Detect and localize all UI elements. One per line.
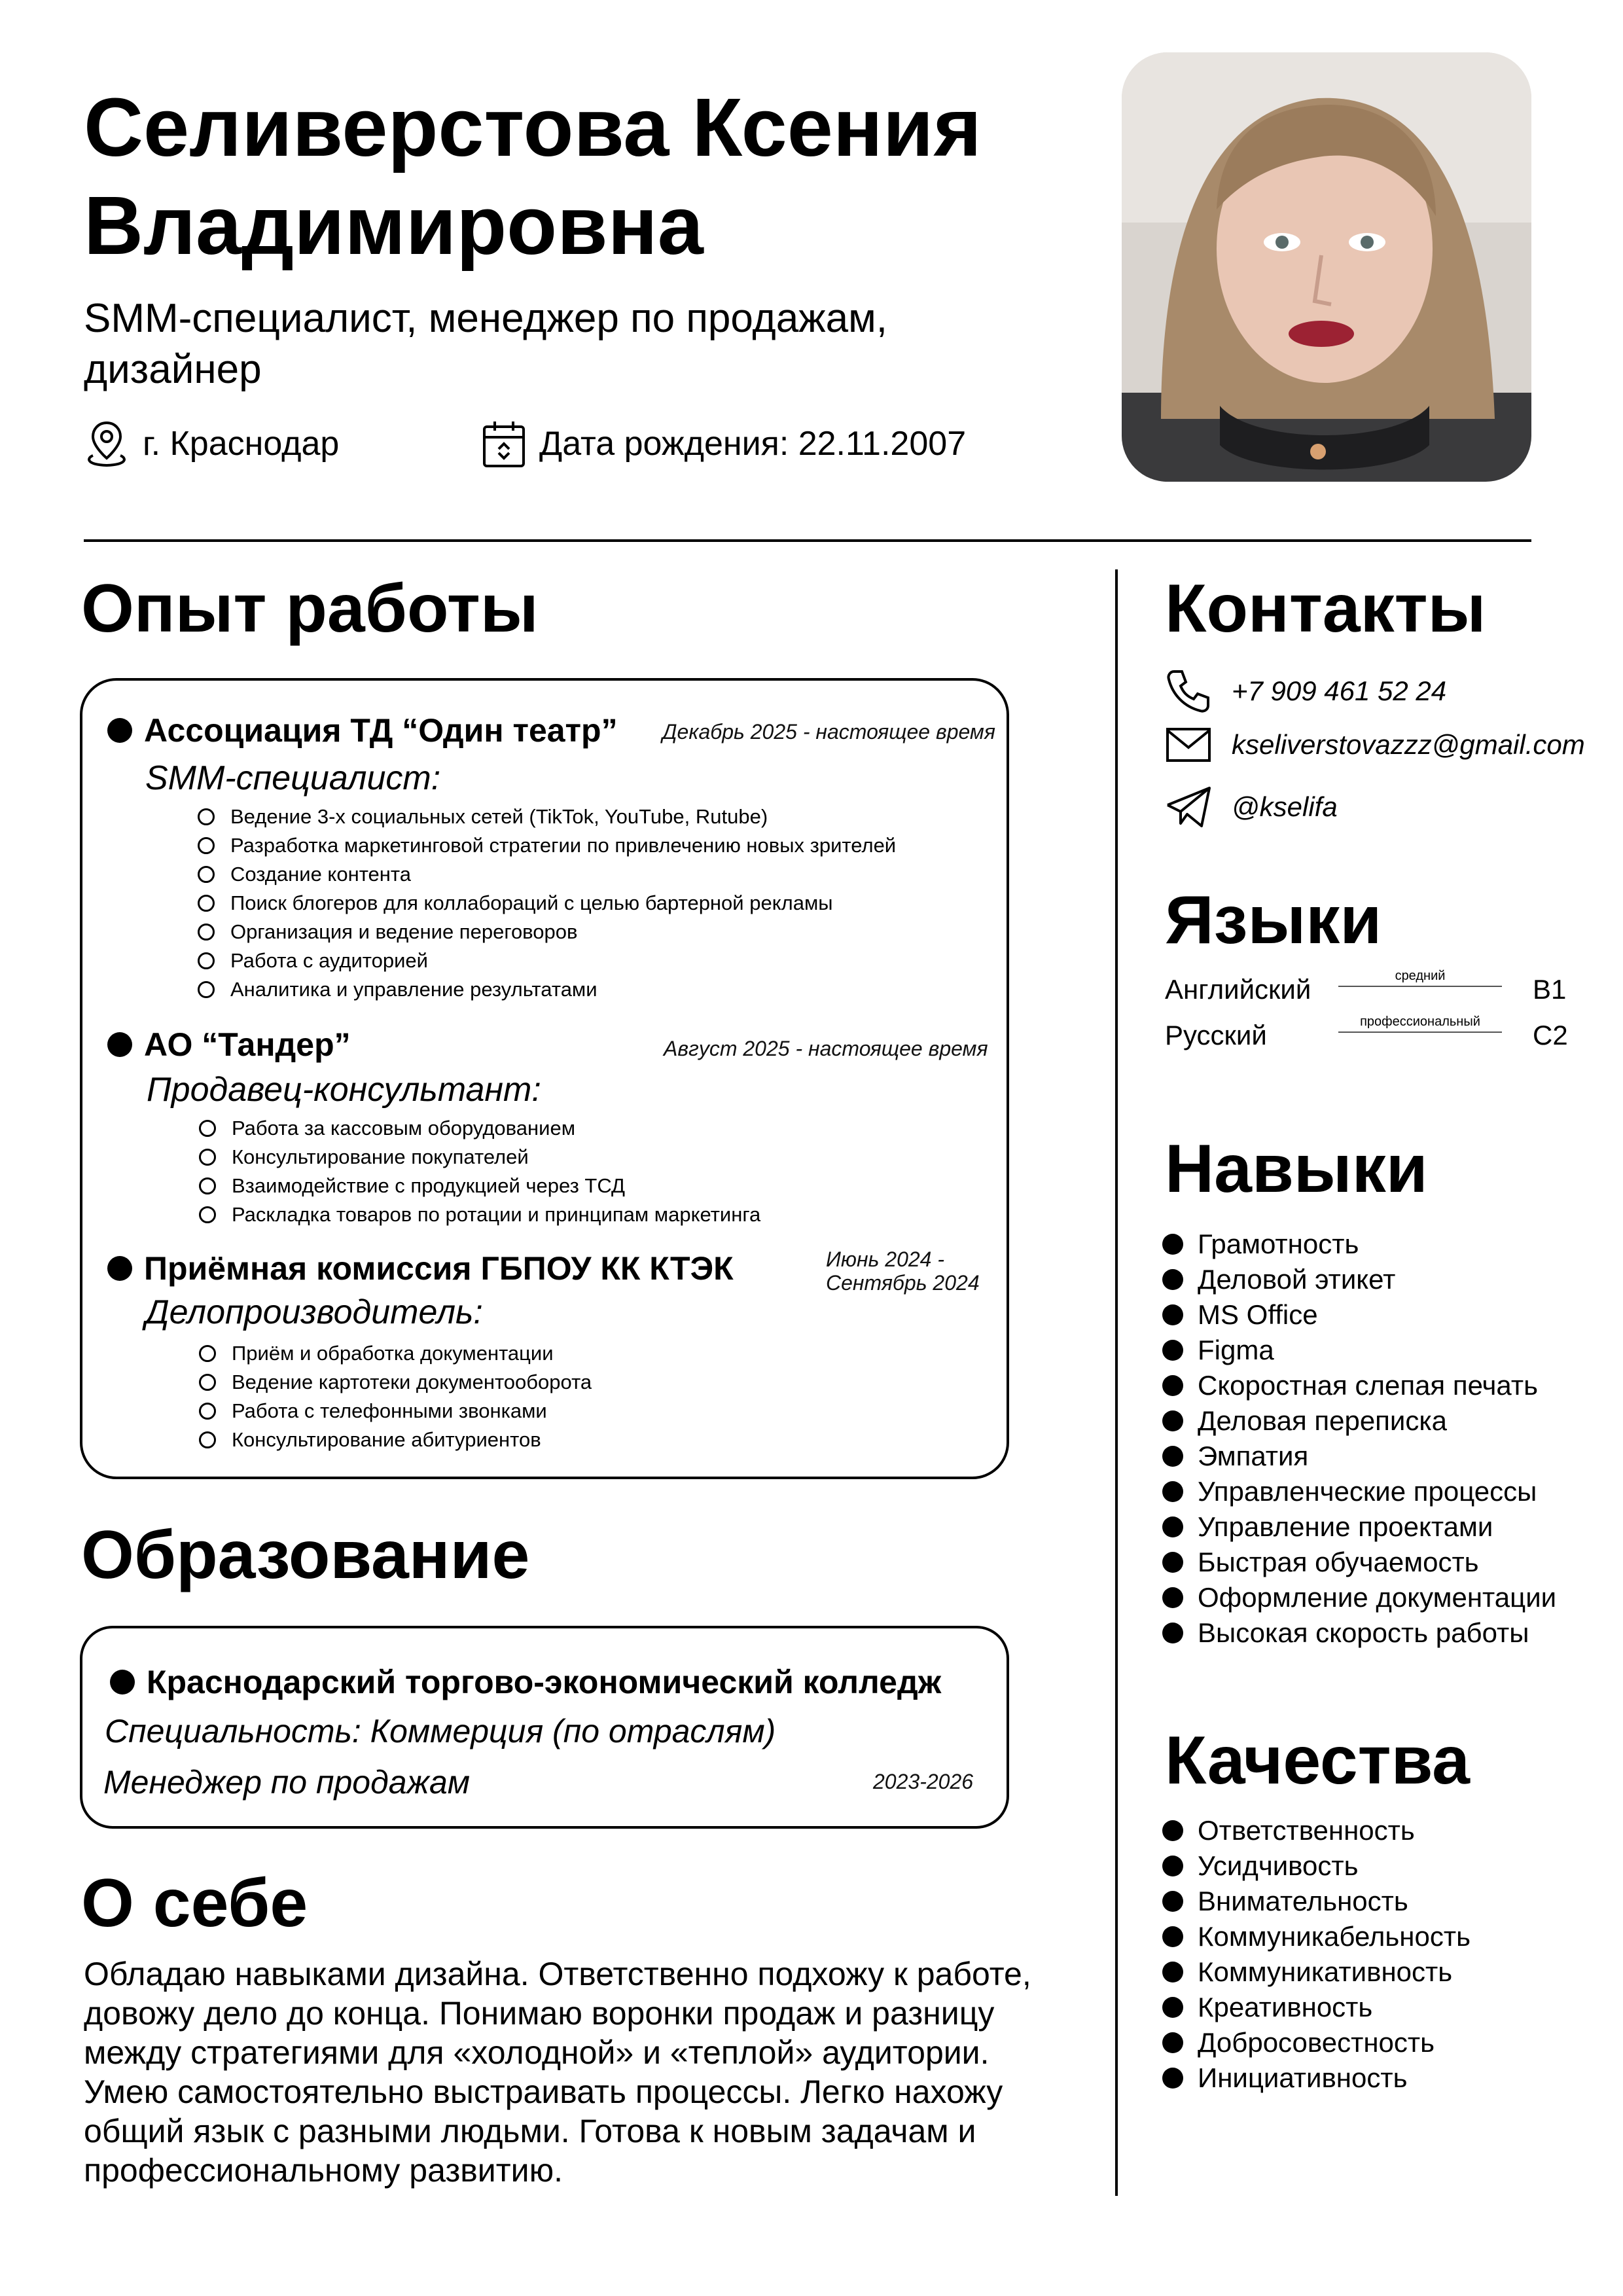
circle-bullet (198, 837, 215, 854)
bullet-dot (1162, 1820, 1183, 1841)
about-heading: О себе (81, 1865, 308, 1941)
quality-text: Креативность (1198, 1992, 1373, 2022)
profile-photo (1122, 52, 1531, 482)
quality-item (1162, 1884, 1471, 1919)
education-specialty: Специальность: Коммерция (по отраслям) (105, 1713, 776, 1749)
language-level: профессиональный (1338, 1014, 1502, 1033)
skill-item (1162, 1403, 1556, 1439)
task-item (199, 1143, 760, 1172)
skill-text: Figma (1198, 1335, 1274, 1365)
circle-bullet (199, 1403, 216, 1420)
task-item (198, 802, 896, 831)
language-level: средний (1338, 969, 1502, 987)
task-list (199, 1114, 760, 1229)
circle-bullet (198, 952, 215, 969)
about-text: Обладаю навыками дизайна. Ответственно подхожу к работе, довожу дело до конца. Понимаю воронки продаж и разницу между стратегиями для «холодной» и «теплой» аудитории. Умею самостоятельно выстраивать процессы. Легко нахожу общий язык с разными людьми. Готова к новым задачам и профессиональному развитию. (84, 1956, 1031, 2189)
job-date-end: Сентябрь 2024 (826, 1271, 980, 1295)
task-text: Приём и обработка документации (232, 1342, 554, 1365)
circle-bullet (199, 1345, 216, 1362)
job-role: Продавец-консультант: (147, 1071, 541, 1109)
task-item (198, 831, 896, 860)
resume-name: Селиверстова Ксения Владимировна (84, 81, 982, 272)
bullet-dot (1162, 1552, 1183, 1573)
map-pin-icon (84, 419, 130, 469)
bullet-dot (1162, 1304, 1183, 1325)
skill-item (1162, 1580, 1556, 1615)
birth-info (482, 419, 966, 469)
experience-heading: Опыт работы (81, 571, 539, 647)
qualities-heading: Качества (1165, 1723, 1471, 1799)
skill-text: Управление проектами (1198, 1511, 1493, 1542)
mail-icon (1165, 726, 1212, 763)
quality-item (1162, 1954, 1471, 1990)
bullet-dot (110, 1670, 135, 1695)
bullet-dot (1162, 1962, 1183, 1982)
city-info (84, 419, 339, 469)
task-item (199, 1114, 760, 1143)
skill-item (1162, 1262, 1556, 1297)
task-text: Раскладка товаров по ротации и принципам маркетинга (232, 1203, 761, 1226)
task-text: Работа с телефонными звонками (232, 1399, 547, 1422)
language-name: Английский (1165, 974, 1311, 1005)
task-item (198, 946, 896, 975)
quality-item (1162, 2025, 1471, 2060)
quality-item (1162, 1990, 1471, 2025)
bullet-dot (1162, 1481, 1183, 1502)
quality-text: Коммуникабельность (1198, 1921, 1471, 1952)
resume-subtitle: SMM-специалист, менеджер по продажам, дизайнер (84, 296, 887, 392)
contacts-heading: Контакты (1165, 571, 1486, 647)
bullet-dot (107, 1256, 132, 1281)
task-text: Ведение 3-х социальных сетей (TikTok, YouTube, Rutube) (230, 805, 768, 828)
header-divider (84, 539, 1531, 542)
telegram-contact (1165, 785, 1338, 829)
quality-item (1162, 1848, 1471, 1884)
circle-bullet (199, 1149, 216, 1166)
circle-bullet (198, 895, 215, 912)
skill-item (1162, 1368, 1556, 1403)
circle-bullet (198, 981, 215, 998)
job-role: Делопроизводитель: (145, 1293, 483, 1331)
bullet-dot (1162, 1997, 1183, 2018)
job-company-text: АО “Тандер” (144, 1026, 351, 1063)
task-text: Создание контента (230, 863, 412, 886)
job-date: Август 2025 - настоящее время (664, 1037, 988, 1060)
column-divider (1115, 569, 1118, 2196)
task-item (198, 918, 896, 946)
task-item (199, 1172, 760, 1200)
quality-text: Усидчивость (1198, 1850, 1359, 1881)
telegram-icon (1165, 785, 1212, 829)
quality-text: Инициативность (1198, 2062, 1408, 2093)
phone-text[interactable]: +7 909 461 52 24 (1232, 675, 1447, 706)
birth-text: Дата рождения: 22.11.2007 (539, 425, 967, 463)
task-item (198, 889, 896, 918)
language-code: C2 (1533, 1020, 1568, 1050)
job-date-start: Июнь 2024 - (826, 1247, 945, 1271)
task-item (199, 1200, 760, 1229)
skill-item (1162, 1439, 1556, 1474)
task-text: Аналитика и управление результатами (230, 978, 597, 1001)
job-date: Декабрь 2025 - настоящее время (662, 720, 995, 744)
skills-heading: Навыки (1165, 1131, 1428, 1207)
task-text: Консультирование абитуриентов (232, 1428, 541, 1451)
email-contact (1165, 726, 1585, 763)
task-item (199, 1426, 592, 1454)
skill-text: Деловая переписка (1198, 1405, 1448, 1436)
language-row (1165, 1014, 1571, 1054)
circle-bullet (199, 1374, 216, 1391)
education-heading: Образование (81, 1517, 530, 1593)
task-list (198, 802, 896, 1004)
skill-text: Эмпатия (1198, 1441, 1309, 1471)
job-company (107, 711, 618, 750)
job-company-text: Приёмная комиссия ГБПОУ КК КТЭК (144, 1250, 734, 1287)
bullet-dot (1162, 1340, 1183, 1361)
quality-text: Внимательность (1198, 1886, 1408, 1916)
circle-bullet (198, 808, 215, 825)
skill-item (1162, 1615, 1556, 1651)
bullet-dot (1162, 1587, 1183, 1608)
task-text: Разработка маркетинговой стратегии по привлечению новых зрителей (230, 834, 897, 857)
skill-text: Деловой этикет (1198, 1264, 1396, 1295)
bullet-dot (1162, 1623, 1183, 1643)
languages-heading: Языки (1165, 882, 1382, 958)
task-item (198, 975, 896, 1004)
language-row (1165, 969, 1571, 1008)
calendar-icon (482, 419, 526, 469)
education-qualification: Менеджер по продажам (103, 1764, 471, 1801)
skill-text: Быстрая обучаемость (1198, 1547, 1479, 1577)
quality-text: Добросовестность (1198, 2027, 1435, 2058)
circle-bullet (198, 924, 215, 941)
skill-text: Управленческие процессы (1198, 1476, 1537, 1507)
skill-item (1162, 1297, 1556, 1333)
skill-item (1162, 1474, 1556, 1509)
skill-item (1162, 1227, 1556, 1262)
bullet-dot (1162, 2032, 1183, 2053)
quality-item (1162, 1813, 1471, 1848)
email-text[interactable]: kseliverstovazzz@gmail.com (1232, 729, 1585, 760)
education-years: 2023-2026 (873, 1770, 974, 1793)
bullet-dot (107, 1032, 132, 1057)
task-item (198, 860, 896, 889)
job-company-text: Ассоциация ТД “Один театр” (144, 712, 618, 749)
college-name (110, 1662, 941, 1702)
quality-item (1162, 1919, 1471, 1954)
language-code: B1 (1533, 974, 1567, 1005)
quality-item (1162, 2060, 1471, 2096)
qualities-list (1162, 1813, 1471, 2096)
bullet-dot (1162, 1446, 1183, 1467)
skill-item (1162, 1333, 1556, 1368)
skill-text: Высокая скорость работы (1198, 1617, 1529, 1648)
task-text: Ведение картотеки документооборота (232, 1371, 592, 1393)
task-item (199, 1339, 592, 1368)
skill-item (1162, 1545, 1556, 1580)
language-name: Русский (1165, 1020, 1267, 1050)
task-text: Поиск блогеров для коллабораций с целью бартерной рекламы (230, 891, 833, 914)
phone-contact (1165, 668, 1446, 715)
job-company (107, 1025, 351, 1064)
bullet-dot (1162, 1234, 1183, 1255)
quality-text: Ответственность (1198, 1815, 1415, 1846)
circle-bullet (198, 866, 215, 883)
skill-text: Скоростная слепая печать (1198, 1370, 1538, 1401)
phone-icon (1165, 668, 1212, 715)
bullet-dot (1162, 1410, 1183, 1431)
bullet-dot (1162, 1926, 1183, 1947)
task-item (199, 1397, 592, 1426)
city-text: г. Краснодар (143, 425, 340, 463)
job-company (107, 1249, 734, 1288)
task-text: Взаимодействие с продукцией через ТСД (232, 1174, 626, 1197)
job-role: SMM-специалист: (145, 759, 441, 797)
skill-item (1162, 1509, 1556, 1545)
bullet-dot (1162, 1269, 1183, 1290)
college-name-text: Краснодарский торгово-экономический колледж (147, 1664, 942, 1700)
quality-text: Коммуникативность (1198, 1956, 1453, 1987)
circle-bullet (199, 1120, 216, 1137)
skill-text: Грамотность (1198, 1229, 1359, 1259)
task-text: Консультирование покупателей (232, 1145, 529, 1168)
task-text: Организация и ведение переговоров (230, 920, 578, 943)
circle-bullet (199, 1206, 216, 1223)
bullet-dot (1162, 2068, 1183, 2089)
skills-list (1162, 1227, 1556, 1651)
circle-bullet (199, 1177, 216, 1194)
bullet-dot (1162, 1375, 1183, 1396)
skill-text: MS Office (1198, 1299, 1318, 1330)
skill-text: Оформление документации (1198, 1582, 1557, 1613)
circle-bullet (199, 1431, 216, 1448)
bullet-dot (1162, 1516, 1183, 1537)
task-item (199, 1368, 592, 1397)
task-text: Работа с аудиторией (230, 949, 428, 972)
task-list (199, 1339, 592, 1454)
bullet-dot (107, 718, 132, 743)
bullet-dot (1162, 1891, 1183, 1912)
bullet-dot (1162, 1856, 1183, 1876)
task-text: Работа за кассовым оборудованием (232, 1117, 576, 1139)
telegram-text[interactable]: @kselifa (1232, 791, 1338, 822)
